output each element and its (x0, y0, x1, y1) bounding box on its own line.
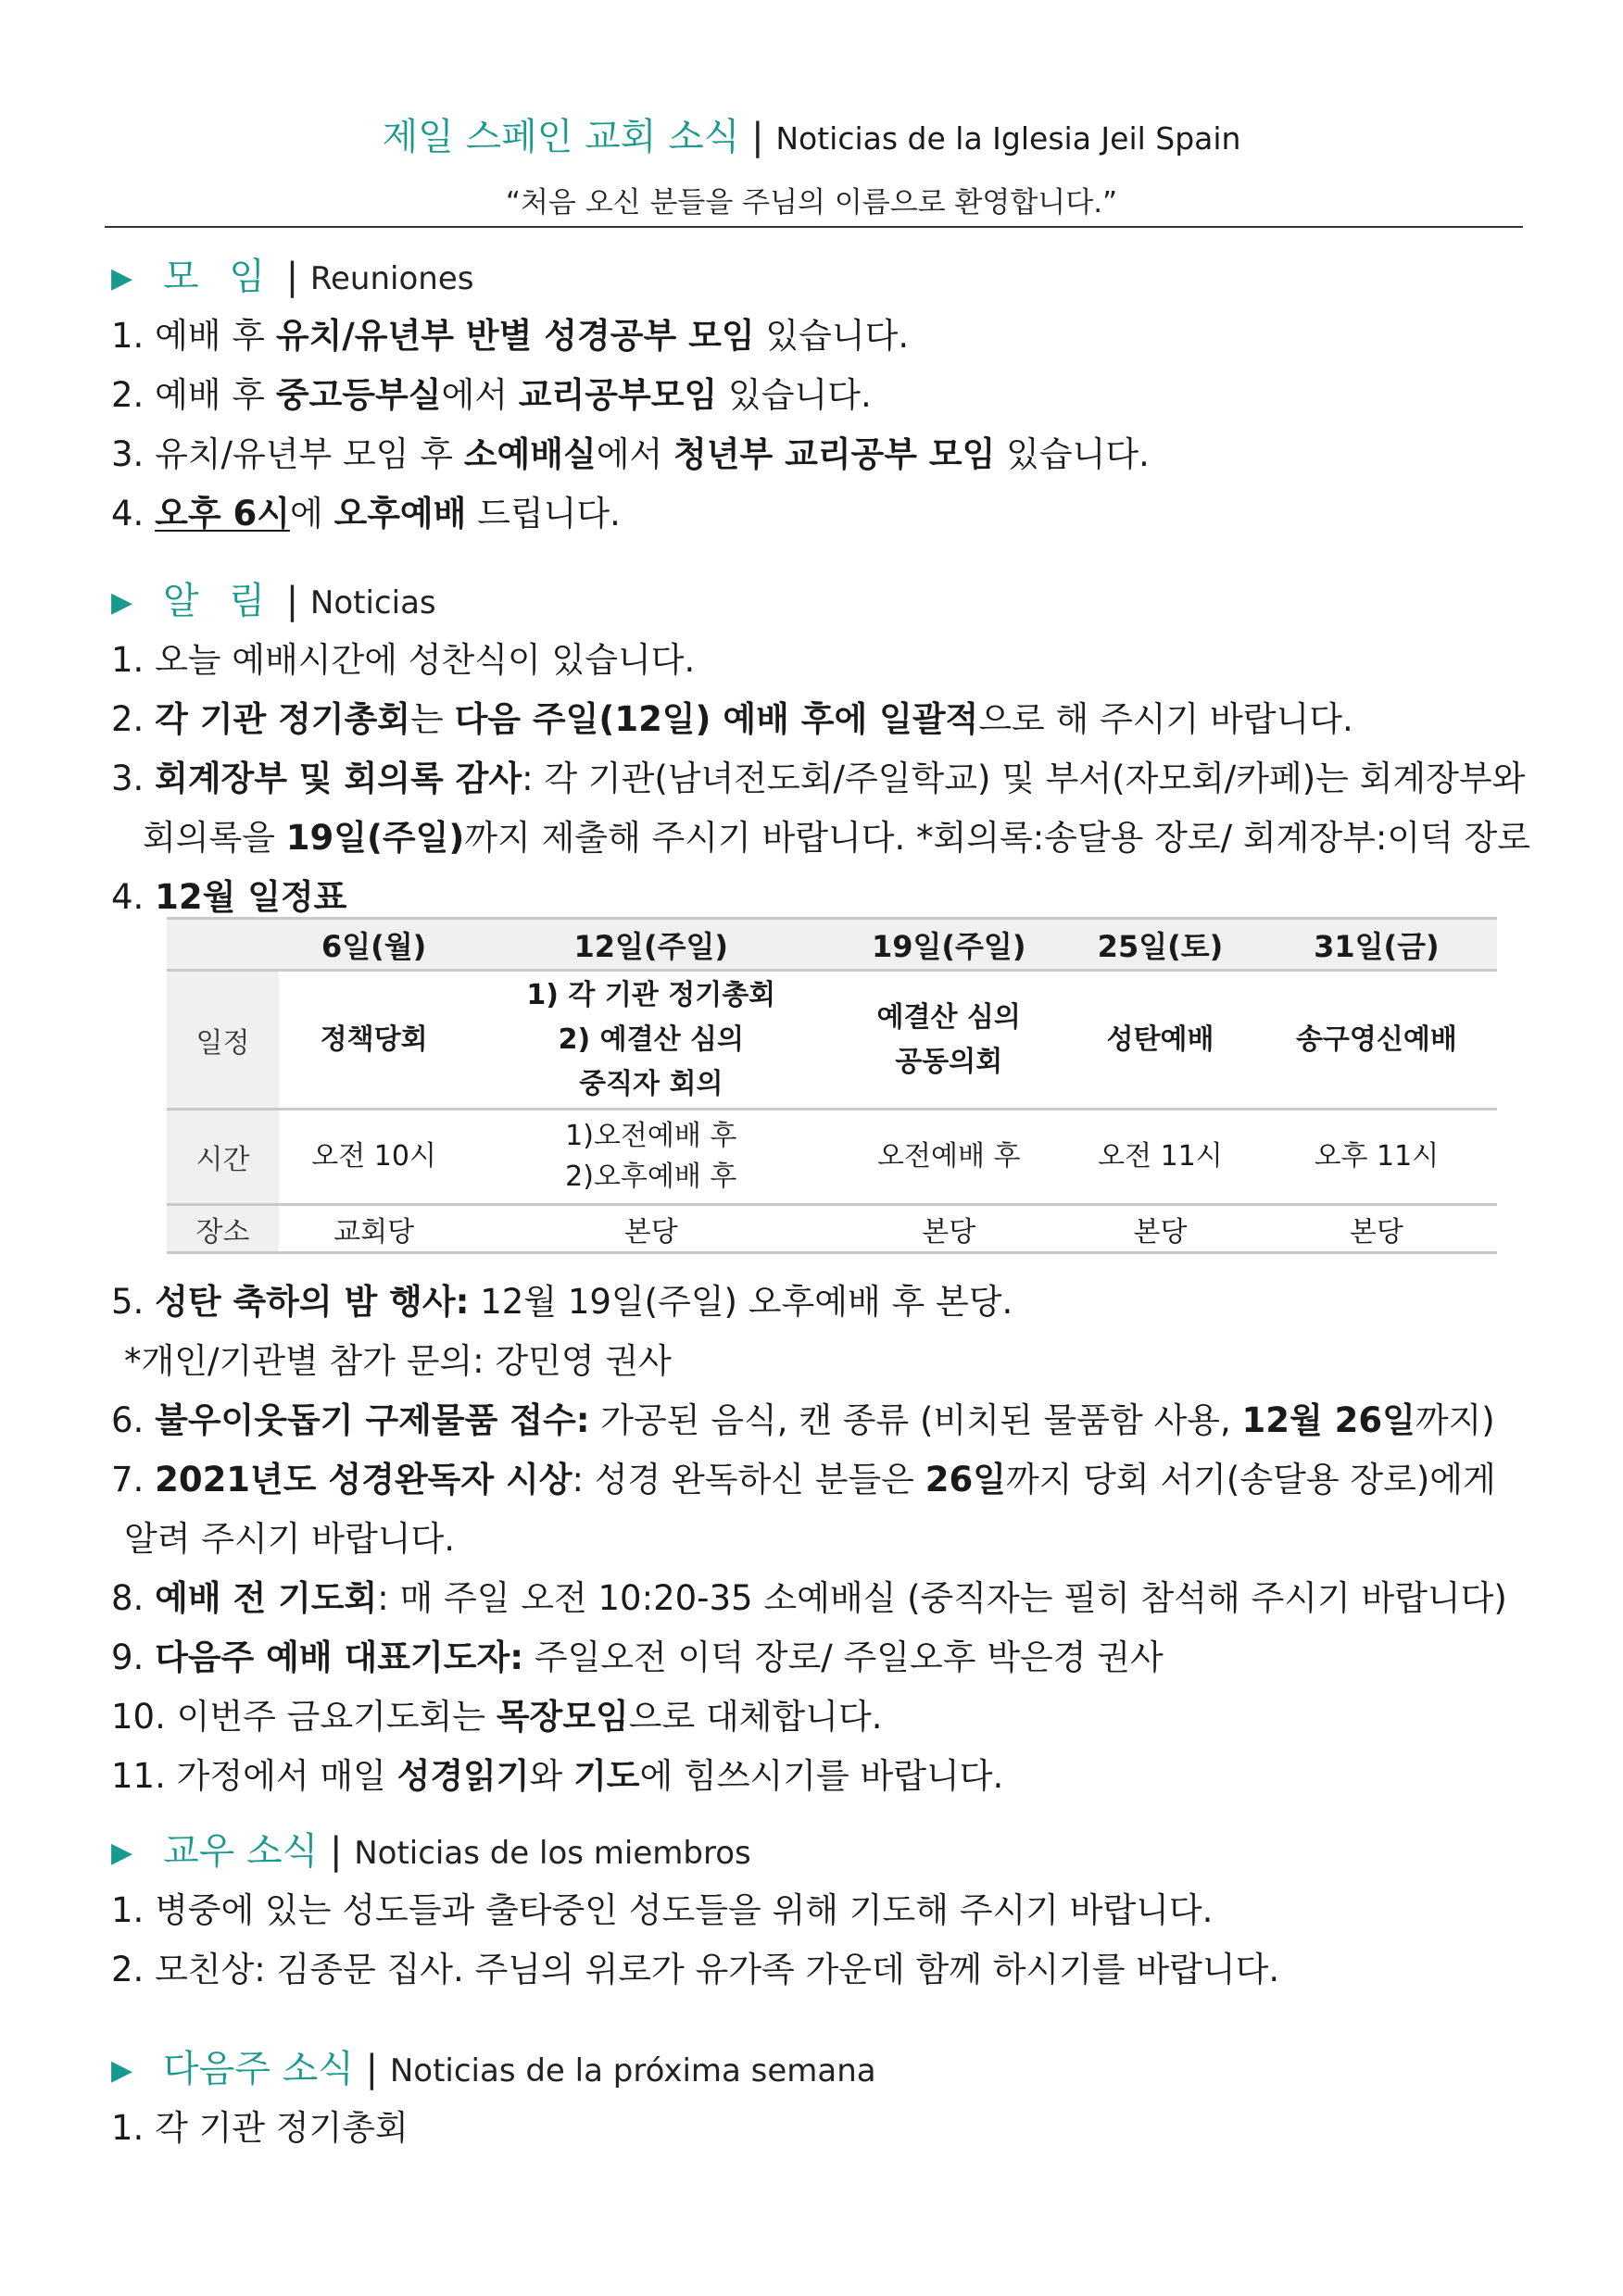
table-row (167, 1110, 1497, 1205)
list-item: 11. 가정에서 매일 성경읽기와 기도에 힘쓰시기를 바랍니다. (111, 1756, 1004, 1796)
list-item: 5. 성탄 축하의 밤 행사: 12월 19일(주일) 오후예배 후 본당. (111, 1282, 1013, 1322)
section-title-korean: 알 림 (163, 580, 274, 622)
table-header: 31일(금) (1314, 928, 1440, 964)
section-proxima-semana (111, 2040, 1556, 2159)
header-divider (105, 226, 1523, 228)
list-item: 2. 각 기관 정기총회는 다음 주일(12일) 예배 후에 일괄적으로 해 주시기 바랍니다. (111, 699, 1353, 739)
section-separator: | (365, 2048, 379, 2090)
list-item: 10. 이번주 금요기도회는 목장모임으로 대체합니다. (111, 1697, 883, 1737)
table-cell: 1) 각 기관 정기총회 2) 예결산 심의 중직자 회의 (526, 978, 776, 1100)
section-title-spanish: Noticias de los miembros (354, 1835, 751, 1872)
table-cell: 1)오전예배 후 2)오후예배 후 (565, 1120, 737, 1193)
section-miembros (111, 1823, 1556, 2001)
section-title (111, 2040, 1556, 2100)
list-item: 3. 유치/유년부 모임 후 소예배실에서 청년부 교리공부 모임 있습니다. (111, 434, 1150, 474)
table-header (167, 919, 279, 971)
table-cell: 송구영신예배 (1295, 1023, 1457, 1056)
section-title-spanish: Noticias de la próxima semana (389, 2052, 876, 2089)
title-korean: 제일 스페인 교회 소식 (382, 116, 740, 158)
section-separator: | (285, 256, 299, 298)
list-item: 9. 다음주 예배 대표기도자: 주일오전 이덕 장로/ 주일오후 박은경 권사 (111, 1637, 1164, 1677)
table-cell: 본당 (1349, 1215, 1403, 1248)
section-title-spanish: Noticias (309, 584, 436, 621)
section-title-spanish: Reuniones (309, 260, 474, 297)
section-noticias-continued (111, 1273, 1556, 1807)
section-separator: | (285, 580, 299, 622)
list-item: 8. 예배 전 기도회: 매 주일 오전 10:20-35 소예배실 (중직자는 필히 참석해 주시기 바랍니다) (111, 1578, 1507, 1618)
table-cell: 오전 11시 (1098, 1140, 1223, 1173)
list-item: 4. 12월 일정표 (111, 877, 347, 917)
list-item: 2. 모친상: 김종문 집사. 주님의 위로가 유가족 가운데 함께 하시기를 바랍니다. (111, 1950, 1280, 1989)
section-title (111, 572, 1556, 632)
table-header: 6일(월) (321, 928, 427, 964)
title-row (0, 109, 1623, 167)
row-label: 장소 (167, 1205, 279, 1253)
list-item: 1. 예배 후 유치/유년부 반별 성경공부 모임 있습니다. (111, 316, 910, 356)
triangle-right-icon: ▶ (111, 586, 133, 619)
triangle-right-icon: ▶ (111, 262, 133, 295)
table-cell: 예결산 심의 공동의회 (876, 1000, 1021, 1078)
table-cell: 본당 (623, 1215, 678, 1248)
table-header: 25일(토) (1097, 928, 1224, 964)
list-item: 1. 각 기관 정기총회 (111, 2108, 409, 2148)
section-title (111, 248, 1556, 307)
table-cell: 오전예배 후 (877, 1140, 1021, 1173)
list-item: 3. 회계장부 및 회의록 감사: 각 기관(남녀전도회/주일학교) 및 부서(자모회/카페)는 회계장부와 (111, 759, 1526, 798)
table-cell: 오전 10시 (311, 1140, 436, 1173)
section-noticias (111, 572, 1556, 928)
section-title-korean: 교우 소식 (163, 1830, 319, 1873)
list-item-continued: 알려 주시기 바랍니다. (124, 1519, 455, 1559)
table-row (167, 1205, 1497, 1253)
row-label: 일정 (167, 971, 279, 1110)
triangle-right-icon: ▶ (111, 1837, 133, 1869)
table-cell: 본당 (1133, 1215, 1188, 1248)
table-cell: 성탄예배 (1106, 1023, 1214, 1056)
list-item: 1. 오늘 예배시간에 성찬식이 있습니다. (111, 640, 696, 680)
list-item-continued: *개인/기관별 참가 문의: 강민영 권사 (124, 1341, 672, 1381)
section-separator: | (330, 1830, 343, 1873)
title-separator: | (751, 116, 764, 158)
table-header-row (167, 919, 1497, 971)
table-row (167, 971, 1497, 1110)
table-cell: 정책당회 (320, 1023, 428, 1056)
table-cell: 오후 11시 (1314, 1140, 1440, 1173)
list-item: 2. 예배 후 중고등부실에서 교리공부모임 있습니다. (111, 375, 872, 415)
row-label: 시간 (167, 1110, 279, 1205)
list-item-continued: 회의록을 19일(주일)까지 제출해 주시기 바랍니다. *회의록:송달용 장로/ 회계장부:이덕 장로 (143, 818, 1531, 858)
list-item: 6. 불우이웃돕기 구제물품 접수: 가공된 음식, 캔 종류 (비치된 물품함 사용, 12월 26일까지) (111, 1400, 1495, 1440)
welcome-quote: “처음 오신 분들을 주님의 이름으로 환영합니다.” (505, 186, 1118, 220)
section-title (111, 1823, 1556, 1882)
december-schedule-table (167, 917, 1497, 1254)
table-cell: 본당 (922, 1215, 976, 1248)
section-title-korean: 모 임 (163, 256, 274, 298)
section-title-korean: 다음주 소식 (163, 2048, 354, 2090)
title-spanish: Noticias de la Iglesia Jeil Spain (775, 120, 1241, 157)
table-cell: 교회당 (333, 1215, 415, 1248)
section-reuniones (111, 248, 1556, 545)
triangle-right-icon: ▶ (111, 2054, 133, 2087)
list-item: 7. 2021년도 성경완독자 시상: 성경 완독하신 분들은 26일까지 당회 서기(송달용 장로)에게 (111, 1460, 1496, 1499)
table-header: 19일(주일) (871, 928, 1026, 964)
list-item: 4. 오후 6시에 오후예배 드립니다. (111, 494, 621, 533)
table-header: 12일(주일) (573, 928, 729, 964)
list-item: 1. 병중에 있는 성도들과 출타중인 성도들을 위해 기도해 주시기 바랍니다. (111, 1890, 1214, 1930)
header (0, 109, 1623, 226)
